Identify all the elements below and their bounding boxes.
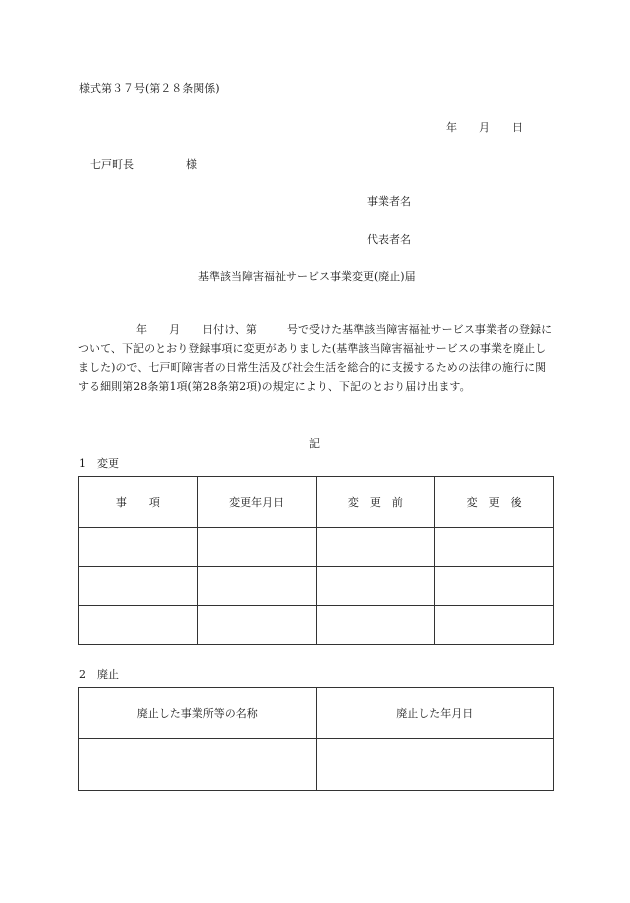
body-date-suffix: 日付け、第 (202, 323, 257, 336)
table-cell[interactable] (316, 528, 435, 567)
header-change-date: 変更年月日 (197, 477, 316, 528)
table-cell[interactable] (79, 739, 317, 791)
table-row (79, 528, 554, 567)
table-row (79, 606, 554, 645)
date-month-label: 月 (479, 121, 490, 134)
table-row (79, 739, 554, 791)
table-cell[interactable] (435, 528, 554, 567)
addressee-name: 七戸町長 (90, 158, 134, 171)
abolition-table-header (79, 688, 554, 739)
body-month: 月 (169, 323, 181, 336)
table-cell[interactable] (197, 606, 316, 645)
table-cell[interactable] (79, 567, 198, 606)
section1-heading: 1 変更 (79, 457, 119, 470)
table-cell[interactable] (197, 528, 316, 567)
change-table (78, 476, 554, 645)
header-facility-name: 廃止した事業所等の名称 (79, 688, 317, 739)
table-cell[interactable] (435, 567, 554, 606)
table-cell[interactable] (197, 567, 316, 606)
form-number: 様式第３７号(第２８条関係) (79, 82, 220, 95)
table-row (79, 567, 554, 606)
header-item: 事 項 (79, 477, 198, 528)
operator-name-label: 事業者名 (367, 195, 411, 208)
table-cell[interactable] (435, 606, 554, 645)
table-cell[interactable] (316, 739, 554, 791)
header-before: 変 更 前 (316, 477, 435, 528)
date-day-label: 日 (512, 121, 523, 134)
table-cell[interactable] (316, 606, 435, 645)
document-title: 基準該当障害福祉サービス事業変更(廃止)届 (198, 270, 416, 283)
abolition-table (78, 687, 554, 791)
table-cell[interactable] (79, 606, 198, 645)
section2-heading: 2 廃止 (79, 668, 119, 681)
header-after: 変 更 後 (435, 477, 554, 528)
body-paragraph (78, 320, 554, 396)
representative-name-label: 代表者名 (367, 233, 411, 246)
body-main-text: 号で受けた基準該当障害福祉サービス事業者の登録について、下記のとおり登録事項に変更がありました(基準該当障害福祉サービスの事業を廃止しました)ので、七戸町障害者の日常生活及び社会生活を総合的に支援するための法律の施行に関する細則第28条第1項(第28条第2項)の規定により、下記のとおり届け出ます。 (78, 323, 553, 393)
table-cell[interactable] (79, 528, 198, 567)
addressee (90, 156, 197, 172)
body-year: 年 (136, 323, 148, 336)
header-abolition-date: 廃止した年月日 (316, 688, 554, 739)
date-year-label: 年 (446, 121, 457, 134)
date-line (446, 119, 545, 135)
change-table-header (79, 477, 554, 528)
table-cell[interactable] (316, 567, 435, 606)
addressee-honorific: 様 (186, 158, 197, 171)
ki-heading: 記 (309, 437, 320, 450)
